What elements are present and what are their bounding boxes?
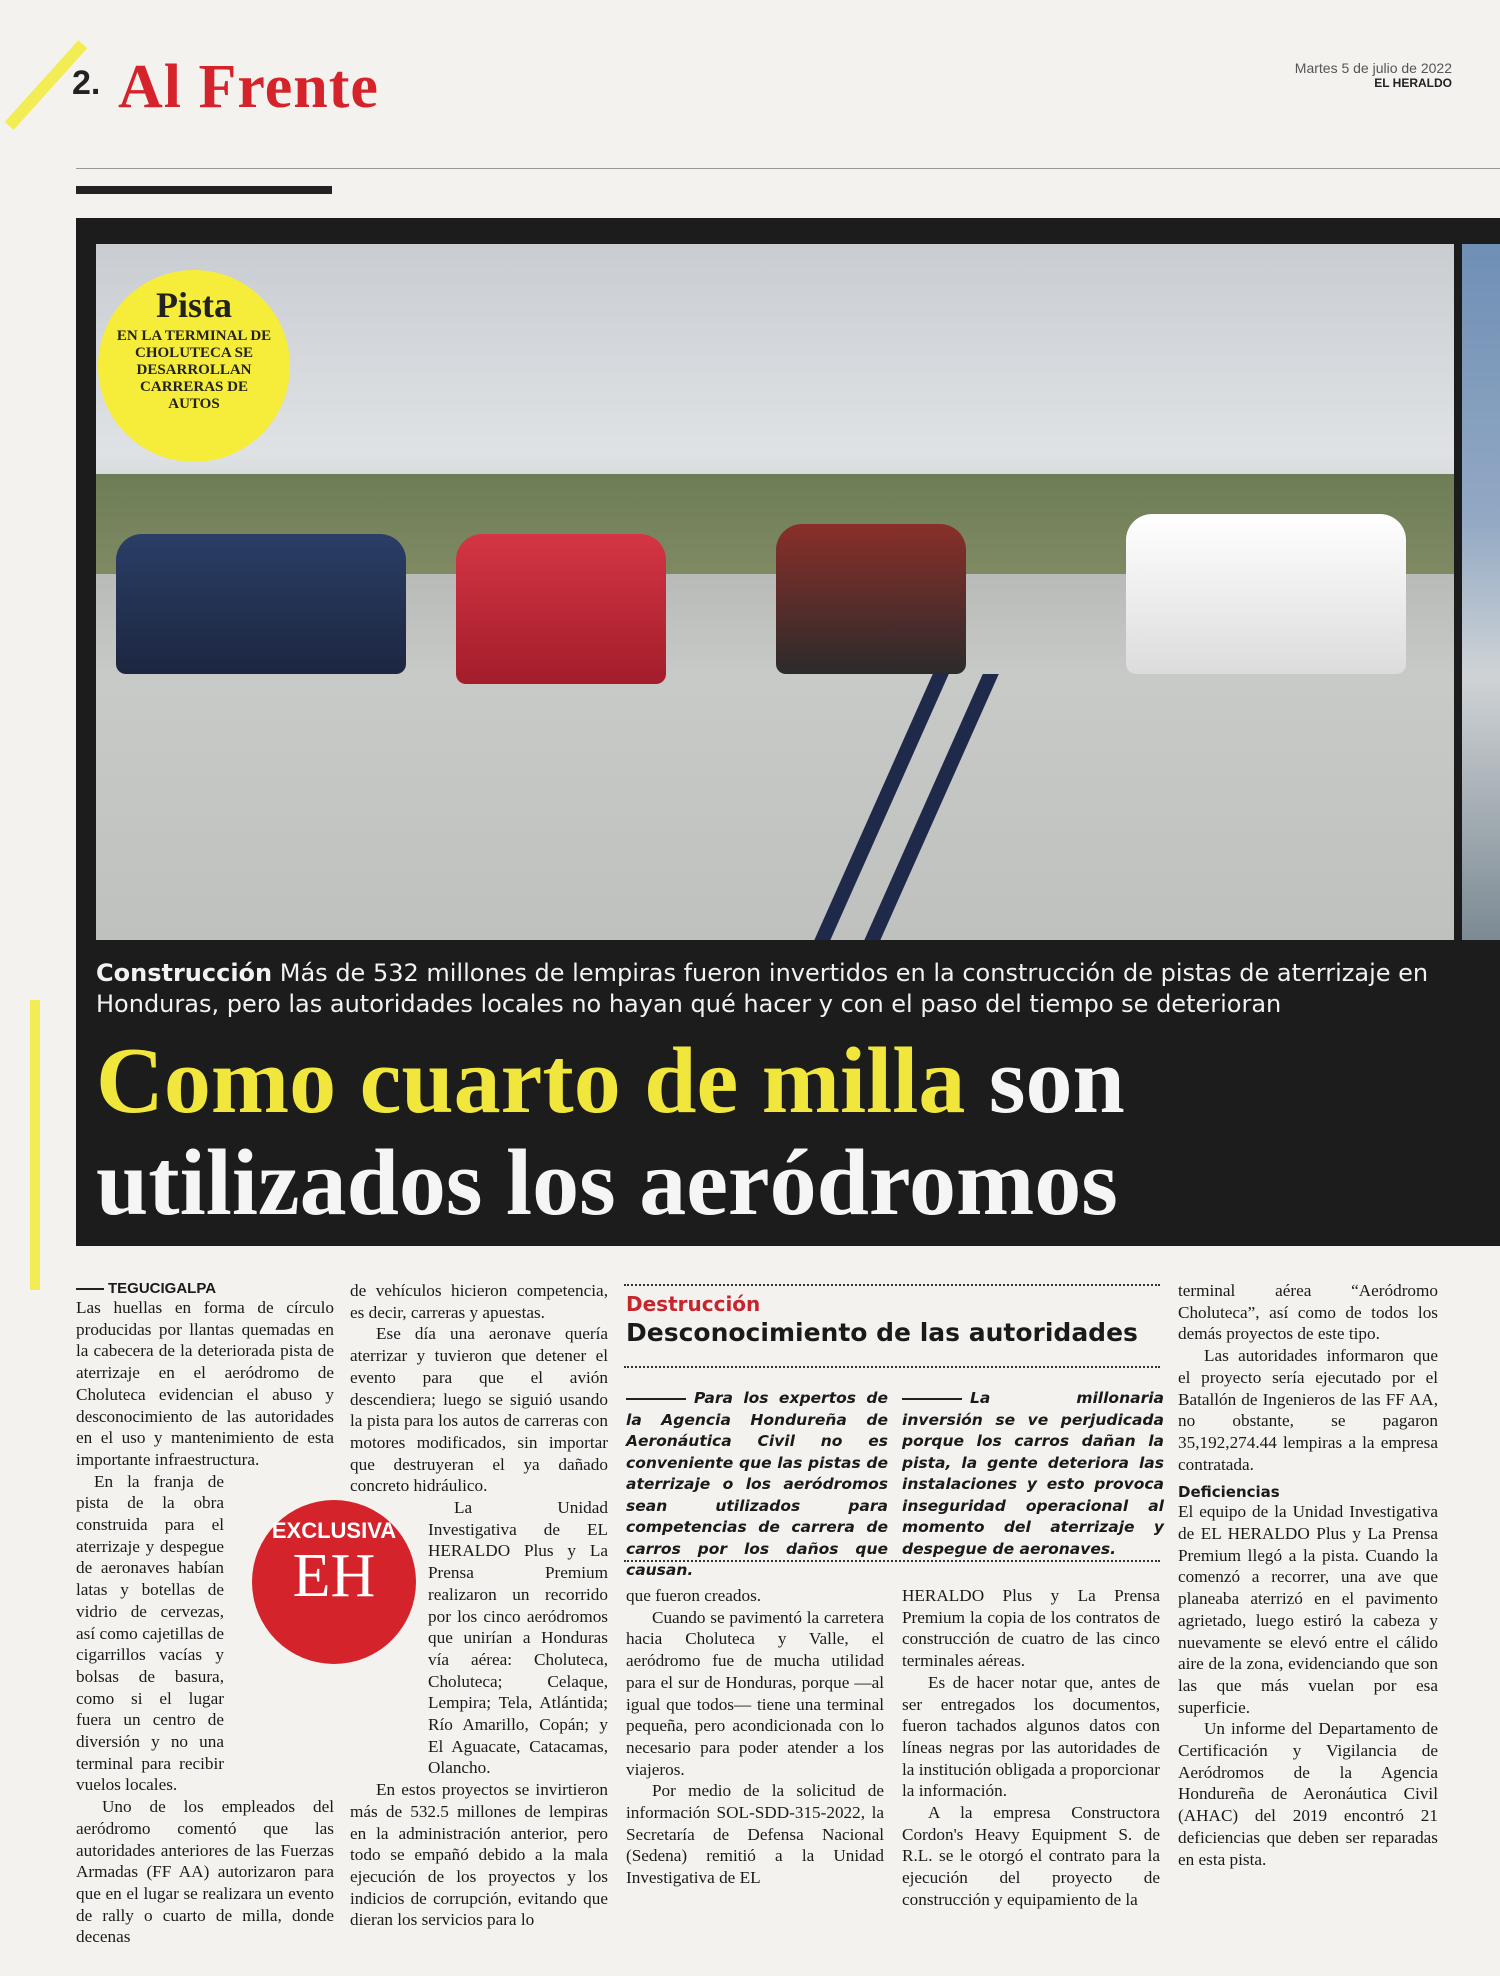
box-title: Desconocimiento de las autoridades bbox=[626, 1318, 1138, 1347]
badge-title: Pista bbox=[156, 285, 232, 325]
pull-quote-2 bbox=[902, 1388, 1164, 1560]
paragraph: Cuando se pavimentó la carretera hacia Choluteca y Valle, el aeródromo fue de mucha utilidad para el sur de Honduras, porque —al igual que todos— tiene una terminal pequeña, pero acondicionada con lo necesario para poder atender a los viajeros. bbox=[626, 1607, 884, 1779]
article-column-3b bbox=[902, 1585, 1160, 1911]
quote-text: Para los expertos de la Agencia Hondureña de Aeronáutica Civil no es conveniente que las pistas de aterrizaje o los aeródromos sean utilizados para competencias de carrera de carros por los daños que causan. bbox=[626, 1389, 888, 1579]
masthead: EL HERALDO bbox=[1374, 76, 1452, 90]
lead-photo bbox=[96, 244, 1454, 940]
car-white bbox=[1126, 514, 1406, 674]
paragraph: A la empresa Constructora Cordon's Heavy Equipment S. de R.L. se le otorgó el contrato para la ejecución del proyecto de construcción y equipamiento de la bbox=[902, 1803, 1160, 1909]
quote-text: La millonaria inversión se ve perjudicada porque los carros dañan la pista, la gente deteriora las instalaciones y esto provoca inseguridad operacional al momento del aterrizaje y despegue de aeronaves. bbox=[902, 1389, 1164, 1558]
paragraph: Un informe del Departamento de Certificación y Vigilancia de Aeródromos de la Agencia Hondureña de Aeronáutica Civil (AHAC) del 2019 encontró 21 deficiencias que deben ser reparadas en esta pista. bbox=[1178, 1719, 1438, 1869]
paragraph: terminal aérea “Aeródromo Choluteca”, así como de todos los demás proyectos de este tipo. bbox=[1178, 1281, 1438, 1344]
deck-text: Más de 532 millones de lempiras fueron invertidos en la construcción de pistas de aterrizaje en Honduras, pero las autoridades locales no hayan qué hacer y con el paso del tiempo se deterioran bbox=[96, 959, 1429, 1018]
box-mid-rule bbox=[624, 1366, 1160, 1368]
highlighter-mark-side bbox=[30, 1000, 40, 1290]
box-bottom-rule bbox=[624, 1560, 1160, 1562]
paragraph: La Unidad Investigativa de EL HERALDO Plus y La Prensa Premium realizaron un recorrido por los cinco aeródromos que unirían a Honduras vía aérea: Choluteca, Choluteca; Celaque, Lempira; Tela, Atlántida; Río Amarillo, Copán; y El Aguacate, Catacamas, Olancho. bbox=[428, 1498, 608, 1778]
quote-lead-rule bbox=[902, 1398, 962, 1400]
deck-label: Construcción bbox=[96, 959, 273, 987]
deck bbox=[96, 958, 1456, 1020]
paragraph: En la franja de pista de la obra construida para el aterrizaje y despegue de aeronaves habían latas y botellas de vidrio de cervezas, así como cajetillas de cigarrillos vacías y bolsas de basura, como si el lugar fuera un centro de diversión y no una terminal para recibir vuelos locales. bbox=[76, 1471, 224, 1795]
article-column-4 bbox=[1178, 1280, 1438, 1870]
quote-lead-rule bbox=[626, 1398, 686, 1400]
header-bar bbox=[76, 186, 332, 194]
article-column-3a bbox=[626, 1585, 884, 1889]
section-title: Al Frente bbox=[118, 53, 379, 121]
dateline: TEGUCIGALPA bbox=[76, 1280, 334, 1297]
headline-rest: son utilizados los aeródromos bbox=[96, 1029, 1125, 1235]
paragraph: que fueron creados. bbox=[626, 1586, 762, 1605]
paragraph: Ese día una aeronave quería aterrizar y tuvieron que detener el evento para que el avión descendiera; luego se siguió usando la pista para los autos de carreras con motores modificados, sin importar que destruyeran el ya dañado concreto hidráulico. bbox=[350, 1324, 608, 1496]
headline bbox=[96, 1030, 1476, 1234]
paragraph: En estos proyectos se invirtieron más de 532.5 millones de lempiras en la administración anterior, pero todo se empañó debido a la mala ejecución de los proyectos y los indicios de corrupción, evitando que dieran los servicios para lo bbox=[350, 1780, 608, 1930]
exclusiva-eh: EH bbox=[292, 1542, 376, 1610]
car-red bbox=[456, 534, 666, 684]
side-photo-strip bbox=[1462, 244, 1500, 940]
paragraph: Por medio de la solicitud de información SOL-SDD-315-2022, la Secretaría de Defensa Nacional (Sedena) remitió a la Unidad Investigativa de EL bbox=[626, 1781, 884, 1888]
exclusiva-logo bbox=[252, 1500, 416, 1664]
box-kicker: Destrucción bbox=[626, 1292, 761, 1316]
paragraph: Las autoridades informaron que el proyecto sería ejecutado por el Batallón de Ingenieros de las FF AA, no obstante, se pagaron 35,192,274.44 lempiras a la empresa contratada. bbox=[1178, 1346, 1438, 1474]
header-rule bbox=[76, 168, 1500, 169]
paragraph: Uno de los empleados del aeródromo comentó que las autoridades anteriores de las Fuerzas Armadas (FF AA) autorizaron para que en el lugar se realizara un evento de rally o cuarto de milla, donde decenas bbox=[76, 1797, 334, 1947]
paragraph: El equipo de la Unidad Investigativa de EL HERALDO Plus y La Prensa Premium llegó a la pista. Cuando la comenzó a recorrer, una ave que planeaba aterrizó en el pavimento agrietado, luego estiró la cabeza y nuevamente se elevó entre el cálido aire de la zona, evidenciando que son las que más vuelan por esa superficie. bbox=[1178, 1502, 1438, 1717]
box-top-rule bbox=[624, 1284, 1160, 1286]
pull-quote-1 bbox=[626, 1388, 888, 1582]
paragraph: Las huellas en forma de círculo producidas por llantas quemadas en la cabecera de la deteriorada pista de aterrizaje en el aeródromo de Choluteca evidencian el abuso y desconocimiento de las autoridades en el uso y mantenimiento de esta importante infraestructura. bbox=[76, 1298, 334, 1469]
paragraph: Es de hacer notar que, antes de ser entregados los documentos, fueron tachados algunos datos con líneas negras por las autoridades de la institución obligada a proporcionar la información. bbox=[902, 1672, 1160, 1801]
exclusiva-label: EXCLUSIVA bbox=[271, 1518, 397, 1543]
page-number: 2. bbox=[72, 64, 101, 102]
paragraph: de vehículos hicieron competencia, es decir, carreras y apuestas. bbox=[350, 1281, 608, 1322]
headline-highlight: Como cuarto de milla bbox=[96, 1029, 966, 1133]
paragraph: HERALDO Plus y La Prensa Premium la copia de los contratos de construcción de cuatro de las cinco terminales aéreas. bbox=[902, 1586, 1160, 1671]
car-blue bbox=[116, 534, 406, 674]
issue-date: Martes 5 de julio de 2022 bbox=[1294, 60, 1452, 76]
photo-badge bbox=[98, 270, 290, 462]
car-black-red bbox=[776, 524, 966, 674]
subhead: Deficiencias bbox=[1178, 1483, 1280, 1502]
badge-text: EN LA TERMINAL DE CHOLUTECA SE DESARROLLAN CARRERAS DE AUTOS bbox=[116, 328, 272, 412]
